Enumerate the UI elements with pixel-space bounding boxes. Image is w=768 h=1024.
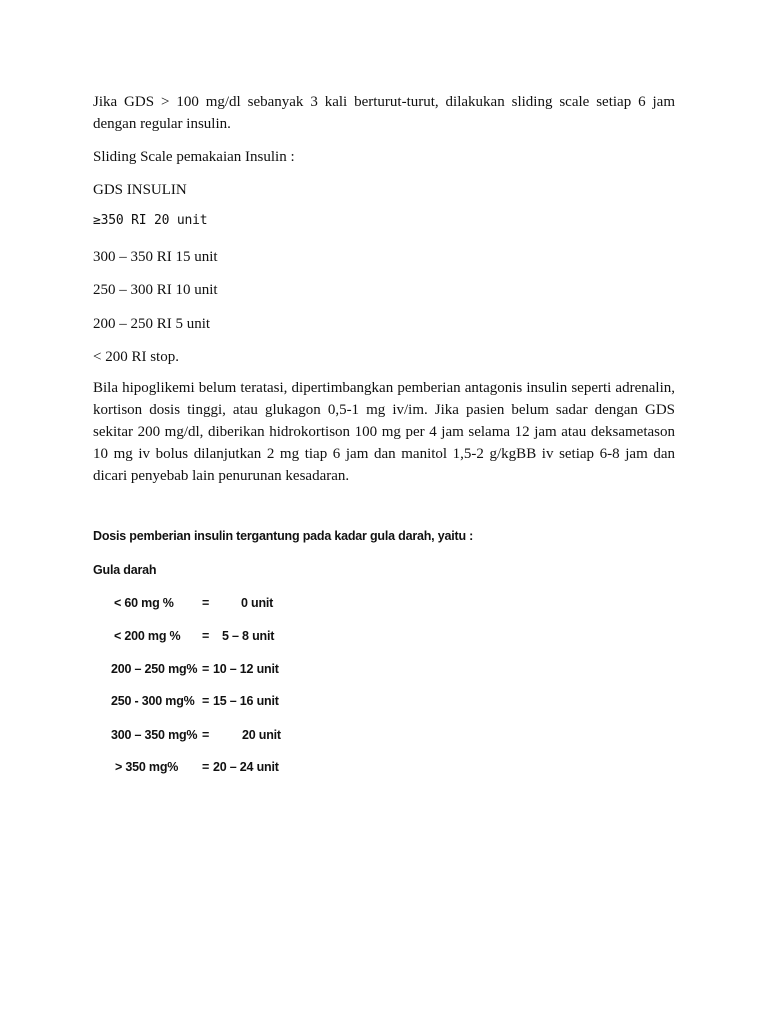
dose-range: 200 – 250 mg% (111, 662, 198, 676)
scale-table-header: GDS INSULIN (93, 182, 187, 198)
dose-equals: = (202, 728, 210, 742)
paragraph-sliding-scale-rule: Jika GDS > 100 mg/dl sebanyak 3 kali berturut-turut, dilakukan sliding scale setiap 6 jam dengan regular insulin. (93, 94, 675, 132)
dose-equals: = (202, 662, 210, 676)
dose-range: 300 – 350 mg% (111, 728, 198, 742)
scale-row: ≥350 RI 20 unit (93, 213, 208, 228)
dose-equals: = (202, 760, 210, 774)
scale-row: 200 – 250 RI 5 unit (93, 316, 211, 332)
scale-row: < 200 RI stop. (93, 349, 179, 365)
dose-row (0, 726, 768, 744)
gula-darah-label: Gula darah (93, 563, 157, 577)
paragraph-hypoglycemia: Bila hipoglikemi belum teratasi, dipertimbangkan pemberian antagonis insulin seperti adrenalin, kortison dosis tinggi, atau glukagon 0,5-1 mg iv/im. Jika pasien belum sadar dengan GDS sekitar 200 mg/dl, diberikan hidrokortison 100 mg per 4 jam selama 12 jam atau deksametason 10 mg iv bolus dilanjutkan 2 mg tiap 6 jam dan manitol 1,5-2 g/kgBB iv setiap 6-8 jam dan dicari penyebab lain penurunan kesadaran. (93, 380, 675, 484)
dose-equals: = (202, 629, 210, 643)
dose-range: < 200 mg % (114, 629, 181, 643)
dose-range: 250 - 300 mg% (111, 694, 195, 708)
dose-heading: Dosis pemberian insulin tergantung pada kadar gula darah, yaitu : (93, 529, 474, 543)
sliding-scale-title: Sliding Scale pemakaian Insulin : (93, 149, 295, 165)
dose-row (0, 627, 768, 645)
dose-value: 5 – 8 unit (222, 629, 275, 643)
dose-range: < 60 mg % (114, 596, 174, 610)
dose-value: 20 – 24 unit (213, 760, 279, 774)
scale-row: 300 – 350 RI 15 unit (93, 249, 218, 265)
dose-range: > 350 mg% (115, 760, 179, 774)
dose-equals: = (202, 694, 210, 708)
dose-equals: = (202, 596, 210, 610)
dose-row (0, 758, 768, 776)
dose-row (0, 660, 768, 678)
dose-value: 15 – 16 unit (213, 694, 279, 708)
scale-row: 250 – 300 RI 10 unit (93, 282, 218, 298)
dose-value: 10 – 12 unit (213, 662, 279, 676)
dose-row (0, 692, 768, 710)
dose-row (0, 594, 768, 612)
dose-value: 20 unit (242, 728, 281, 742)
dose-value: 0 unit (241, 596, 274, 610)
